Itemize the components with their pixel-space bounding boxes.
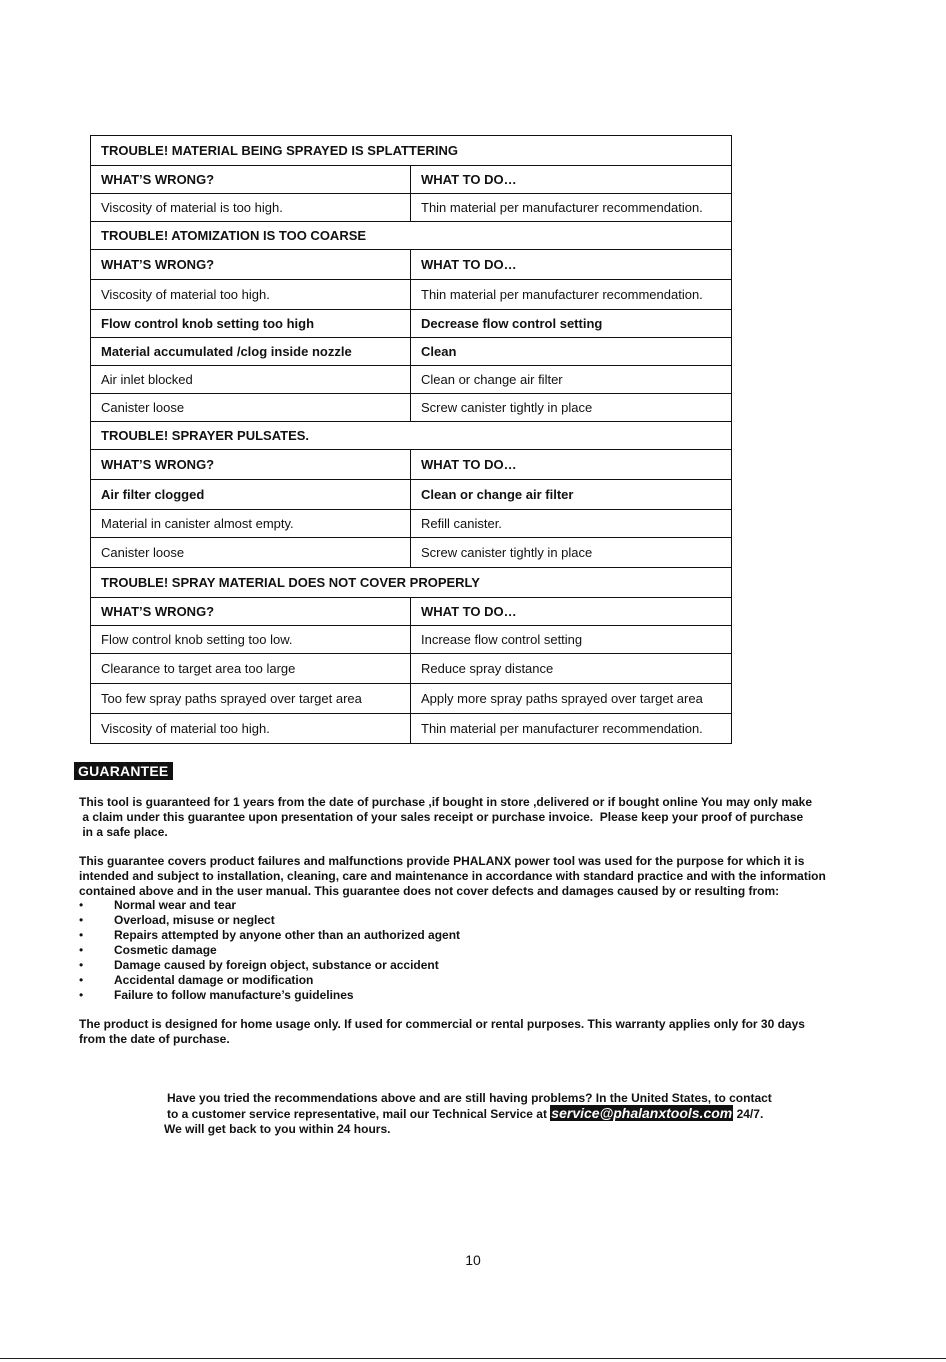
problem-cell: Air filter clogged: [91, 480, 411, 510]
problem-cell: Air inlet blocked: [91, 366, 411, 394]
paragraph-line: The product is designed for home usage only. If used for commercial or rental purposes. This warranty applies only for 30 days: [79, 1017, 805, 1031]
section-title: TROUBLE! SPRAYER PULSATES.: [91, 422, 732, 450]
contact-notice: [164, 1091, 824, 1137]
problem-cell: Material in canister almost empty.: [91, 510, 411, 538]
guarantee-paragraph-3: [79, 1017, 854, 1047]
list-item: [79, 898, 460, 913]
problem-cell: Flow control knob setting too low.: [91, 626, 411, 654]
bullet: •: [79, 988, 84, 1002]
table-row: [91, 684, 732, 714]
troubleshooting-table: [90, 135, 732, 744]
contact-text: to a customer service representative, mail our Technical Service at: [167, 1107, 551, 1121]
list-item: [79, 928, 460, 943]
solution-cell: Thin material per manufacturer recommendation.: [411, 194, 732, 222]
section-title-row: [91, 136, 732, 166]
column-header-row: [91, 250, 732, 280]
paragraph-line: from the date of purchase.: [79, 1031, 230, 1046]
table-row: [91, 310, 732, 338]
bullet: •: [79, 928, 84, 942]
whats-wrong-header: WHAT’S WRONG?: [91, 450, 411, 480]
exclusion-text: Normal wear and tear: [114, 898, 237, 912]
problem-cell: Viscosity of material too high.: [91, 714, 411, 744]
solution-cell: Clean or change air filter: [411, 366, 732, 394]
table-row: [91, 654, 732, 684]
table-row: [91, 714, 732, 744]
exclusion-text: Repairs attempted by anyone other than an authorized agent: [114, 928, 461, 942]
problem-cell: Canister loose: [91, 394, 411, 422]
solution-cell: Increase flow control setting: [411, 626, 732, 654]
contact-line: We will get back to you within 24 hours.: [164, 1122, 391, 1136]
paragraph-line: This guarantee covers product failures and malfunctions provide PHALANX power tool was used for the purpose for which it is: [79, 854, 805, 868]
solution-cell: Refill canister.: [411, 510, 732, 538]
problem-cell: Viscosity of material is too high.: [91, 194, 411, 222]
list-item: [79, 988, 460, 1003]
whats-wrong-header: WHAT’S WRONG?: [91, 166, 411, 194]
bullet: •: [79, 943, 84, 957]
paragraph-line: This tool is guaranteed for 1 years from the date of purchase ,if bought in store ,delivered or if bought online You may only make: [79, 795, 813, 809]
table-row: [91, 510, 732, 538]
exclusion-text: Accidental damage or modification: [114, 973, 314, 987]
what-to-do-header: WHAT TO DO…: [411, 450, 732, 480]
section-title-row: [91, 422, 732, 450]
solution-cell: Clean or change air filter: [411, 480, 732, 510]
guarantee-paragraph-2: [79, 854, 854, 898]
table-row: [91, 280, 732, 310]
solution-cell: Screw canister tightly in place: [411, 394, 732, 422]
list-item: [79, 958, 460, 973]
problem-cell: Clearance to target area too large: [91, 654, 411, 684]
bullet: •: [79, 973, 84, 987]
contact-line: Have you tried the recommendations above and are still having problems? In the United States, to contact: [167, 1091, 772, 1105]
whats-wrong-header: WHAT’S WRONG?: [91, 598, 411, 626]
exclusion-text: Damage caused by foreign object, substance or accident: [114, 958, 439, 972]
exclusions-list: [79, 898, 460, 1003]
what-to-do-header: WHAT TO DO…: [411, 598, 732, 626]
problem-cell: Too few spray paths sprayed over target area: [91, 684, 411, 714]
paragraph-line: a claim under this guarantee upon presentation of your sales receipt or purchase invoice. Please keep your proof of purchase: [79, 809, 804, 824]
column-header-row: [91, 450, 732, 480]
section-title-row: [91, 568, 732, 598]
exclusion-text: Overload, misuse or neglect: [114, 913, 275, 927]
solution-cell: Screw canister tightly in place: [411, 538, 732, 568]
list-item: [79, 943, 460, 958]
exclusion-text: Cosmetic damage: [114, 943, 217, 957]
table-row: [91, 538, 732, 568]
solution-cell: Thin material per manufacturer recommendation.: [411, 280, 732, 310]
table-row: [91, 394, 732, 422]
table-row: [91, 366, 732, 394]
bullet: •: [79, 913, 84, 927]
exclusion-text: Failure to follow manufacture’s guidelines: [114, 988, 354, 1002]
section-title-row: [91, 222, 732, 250]
section-title: TROUBLE! SPRAY MATERIAL DOES NOT COVER PROPERLY: [91, 568, 732, 598]
solution-cell: Reduce spray distance: [411, 654, 732, 684]
contact-line: [164, 1106, 824, 1122]
solution-cell: Thin material per manufacturer recommendation.: [411, 714, 732, 744]
problem-cell: Viscosity of material too high.: [91, 280, 411, 310]
section-title: TROUBLE! MATERIAL BEING SPRAYED IS SPLATTERING: [91, 136, 732, 166]
column-header-row: [91, 598, 732, 626]
contact-text: 24/7.: [733, 1107, 764, 1121]
section-title: TROUBLE! ATOMIZATION IS TOO COARSE: [91, 222, 732, 250]
solution-cell: Clean: [411, 338, 732, 366]
paragraph-line: in a safe place.: [79, 824, 168, 839]
problem-cell: Flow control knob setting too high: [91, 310, 411, 338]
what-to-do-header: WHAT TO DO…: [411, 250, 732, 280]
what-to-do-header: WHAT TO DO…: [411, 166, 732, 194]
list-item: [79, 973, 460, 988]
column-header-row: [91, 166, 732, 194]
solution-cell: Decrease flow control setting: [411, 310, 732, 338]
guarantee-paragraph-1: [79, 795, 854, 839]
paragraph-line: intended and subject to installation, cleaning, care and maintenance in accordance with standard practice and with the information: [79, 868, 826, 883]
page-number: 10: [465, 1252, 481, 1268]
paragraph-line: contained above and in the user manual. This guarantee does not cover defects and damages caused by or resulting from:: [79, 883, 780, 898]
problem-cell: Material accumulated /clog inside nozzle: [91, 338, 411, 366]
problem-cell: Canister loose: [91, 538, 411, 568]
whats-wrong-header: WHAT’S WRONG?: [91, 250, 411, 280]
table-row: [91, 626, 732, 654]
list-item: [79, 913, 460, 928]
table-row: [91, 194, 732, 222]
solution-cell: Apply more spray paths sprayed over target area: [411, 684, 732, 714]
table-row: [91, 338, 732, 366]
bullet: •: [79, 958, 84, 972]
guarantee-heading: GUARANTEE: [74, 762, 173, 780]
support-email-link[interactable]: service@phalanxtools.com: [551, 1105, 733, 1121]
bullet: •: [79, 898, 84, 912]
table-row: [91, 480, 732, 510]
page-bottom-rule: [0, 1358, 946, 1359]
